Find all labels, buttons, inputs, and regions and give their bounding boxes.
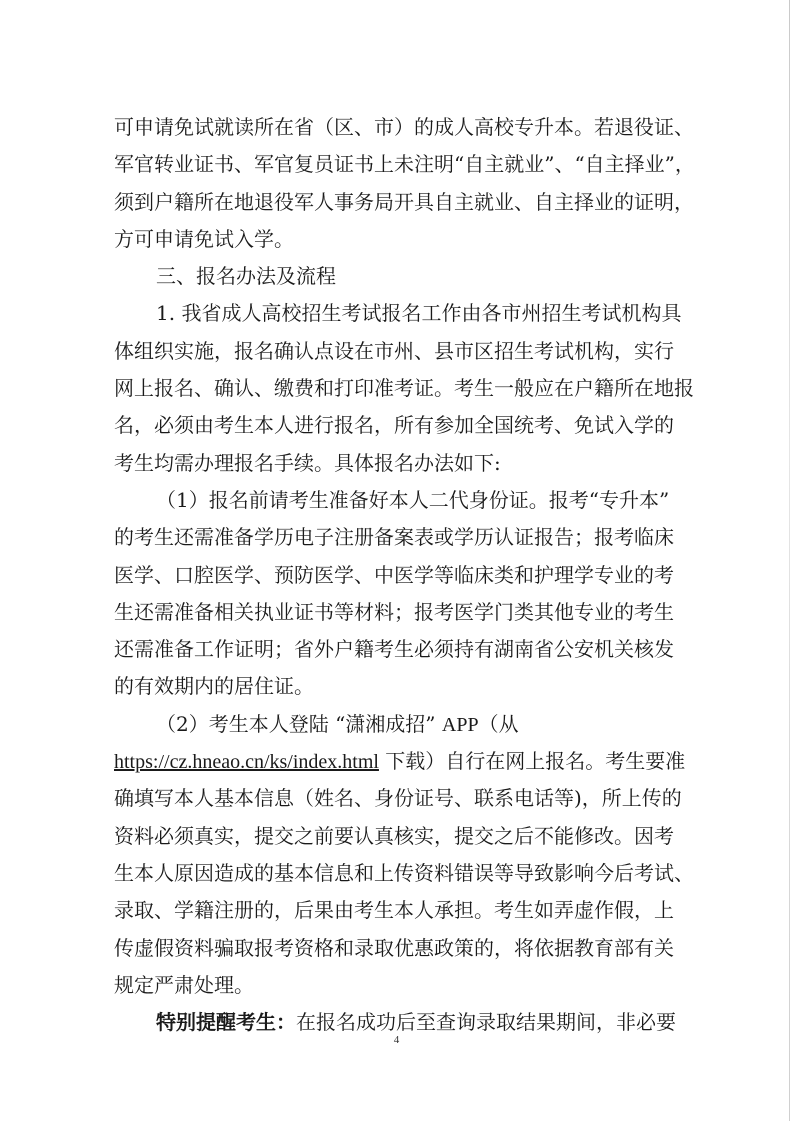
document-body <box>114 109 695 1041</box>
paragraph-line: 方可申请免试入学。 <box>114 226 294 251</box>
paragraph-line: 体组织实施，报名确认点设在市州、县市区招生考试机构，实行 <box>114 338 674 363</box>
paragraph-line: （1）报名前请考生准备好本人二代身份证。报考“专升本” <box>156 487 670 512</box>
paragraph-line: 录取、学籍注册的，后果由考生本人承担。考生如弄虚作假，上 <box>114 898 674 923</box>
paragraph-line: 须到户籍所在地退役军人事务局开具自主就业、自主择业的证明， <box>114 189 694 214</box>
page-number: 4 <box>393 1034 400 1046</box>
paragraph-line: 名，必须由考生本人进行报名，所有参加全国统考、免试入学的 <box>114 413 674 438</box>
paragraph-line: 军官转业证书、军官复员证书上未注明“自主就业”、“自主择业”， <box>114 152 695 177</box>
paragraph-line: 生本人原因造成的基本信息和上传资料错误等导致影响今后考试、 <box>114 860 694 885</box>
paragraph-line: 网上报名、确认、缴费和打印准考证。考生一般应在户籍所在地报 <box>114 376 694 401</box>
paragraph-line: 考生均需办理报名手续。具体报名办法如下: <box>114 450 501 475</box>
paragraph-line: 生还需准备相关执业证书等材料；报考医学门类其他专业的考生 <box>114 599 674 624</box>
line-text: （从 <box>478 711 519 736</box>
scan-edge-line <box>789 0 790 1121</box>
paragraph-line: 医学、口腔医学、预防医学、中医学等临床类和护理学专业的考 <box>114 562 674 587</box>
paragraph-line: 确填写本人基本信息（姓名、身份证号、联系电话等)，所上传的 <box>114 786 682 811</box>
line-text: 在报名成功后至查询录取结果期间，非必要 <box>296 1010 676 1035</box>
paragraph-line: 还需准备工作证明；省外户籍考生必须持有湖南省公安机关核发 <box>114 637 674 662</box>
app-name-text: APP <box>441 713 479 736</box>
paragraph-line <box>114 706 684 743</box>
special-reminder-label: 特别提醒考生： <box>156 1010 296 1035</box>
line-text: （2）考生本人登陆 “潇湘成招” <box>156 711 442 736</box>
paragraph-line: 规定严肃处理。 <box>114 972 254 997</box>
download-link[interactable]: https://cz.hneao.cn/ks/index.html <box>114 751 379 774</box>
paragraph-line: 的有效期内的居住证。 <box>114 674 314 699</box>
paragraph-line: 资料必须真实，提交之前要认真核实，提交之后不能修改。因考 <box>114 823 674 848</box>
paragraph-line <box>114 743 684 780</box>
paragraph-line: 可申请免试就读所在省（区、市）的成人高校专升本。若退役证、 <box>114 115 694 139</box>
line-text: 下载）自行在网上报名。考生要准 <box>378 749 686 774</box>
paragraph-line: 传虚假资料骗取报考资格和录取优惠政策的，将依据教育部有关 <box>114 935 674 960</box>
paragraph-line: 1. 我省成人高校招生考试报名工作由各市州招生考试机构具 <box>156 301 682 326</box>
section-heading: 三、报名办法及流程 <box>156 264 336 289</box>
paragraph-line: 的考生还需准备学历电子注册备案表或学历认证报告；报考临床 <box>114 525 674 550</box>
